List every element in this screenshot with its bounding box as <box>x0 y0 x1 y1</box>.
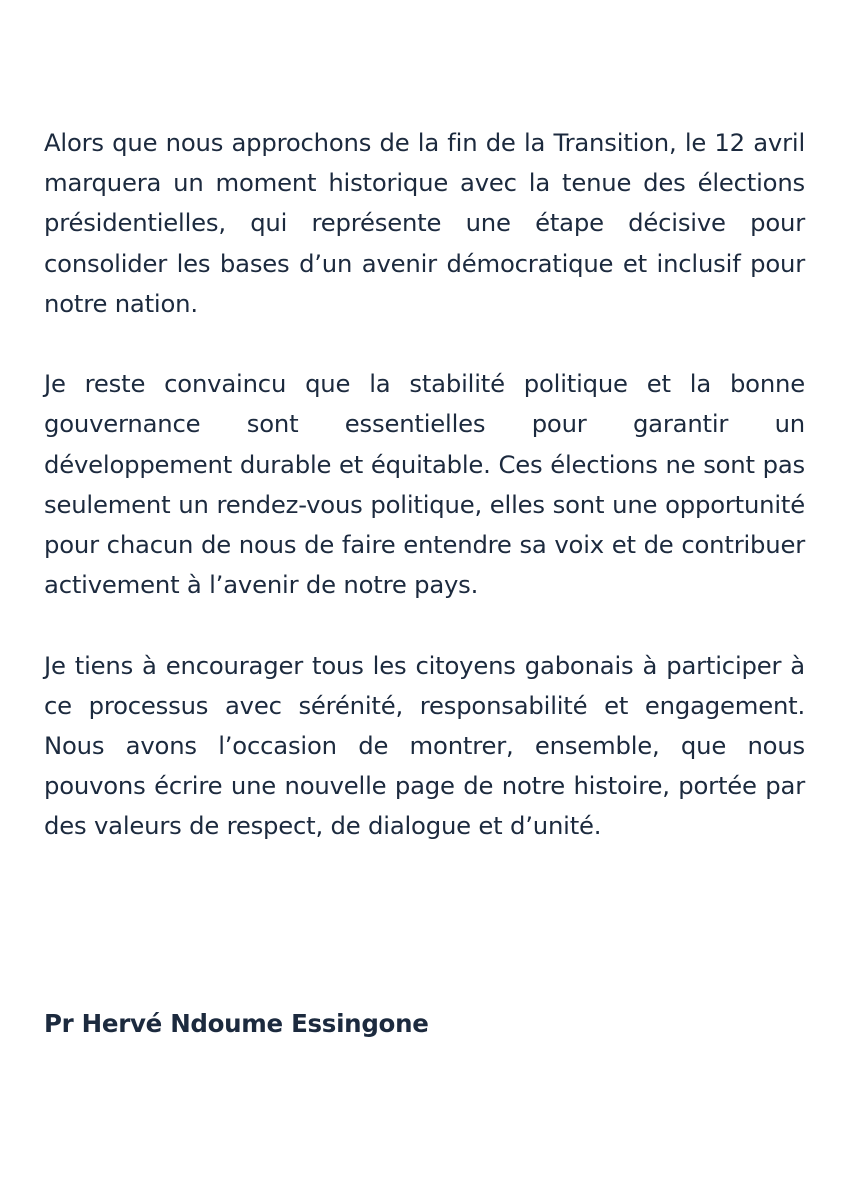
paragraph-stability: Je reste convaincu que la stabilité politique et la bonne gouvernance sont essentielles pour garantir un développement durable et équitable. Ces élections ne sont pas seulement un rendez-vous politique, elles sont une opportunité pour chacun de nous de faire entendre sa voix et de contribuer activement à l’avenir de notre pays. <box>44 369 805 600</box>
signature: Pr Hervé Ndoume Essingone <box>44 1009 429 1038</box>
paragraph-transition: Alors que nous approchons de la fin de la Transition, le 12 avril marquera un moment historique avec la tenue des élections présidentielles, qui représente une étape décisive pour consolider les bases d’un avenir démocratique et inclusif pour notre nation. <box>44 128 805 318</box>
paragraph-encouragement: Je tiens à encourager tous les citoyens gabonais à participer à ce processus avec sérénité, responsabilité et engagement. Nous avons l’occasion de montrer, ensemble, que nous pouvons écrire une nouvelle page de notre histoire, portée par des valeurs de respect, de dialogue et d’unité. <box>44 650 805 841</box>
letter-body <box>44 123 805 887</box>
